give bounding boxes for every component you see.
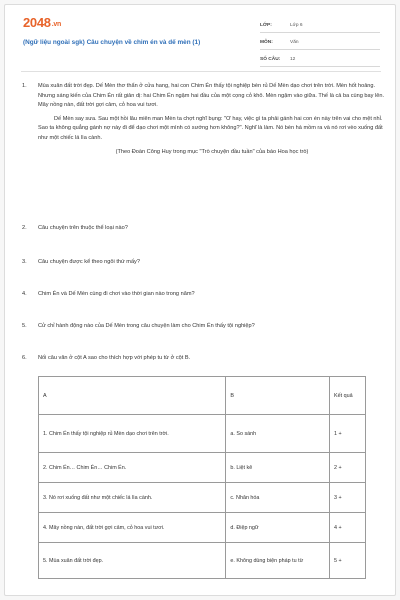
logo-tld: .vn (51, 21, 61, 28)
column-header-b: B (226, 377, 330, 415)
cell-a: 1. Chim Én thấy tội nghiệp rủ Mèn dạo chơi trên trời. (39, 415, 226, 453)
question-text: Câu chuyện được kể theo ngôi thứ mấy? (38, 259, 140, 265)
cell-a: 5. Mùa xuân đất trời đẹp. (39, 543, 226, 579)
cell-b: a. So sánh (226, 415, 330, 453)
header-divider (21, 71, 381, 72)
logo-text: 2048 (23, 15, 51, 30)
table-row (39, 513, 366, 543)
table-row (39, 543, 366, 579)
meta-row-class (260, 19, 380, 33)
meta-info (260, 19, 380, 70)
meta-label: LỚP: (260, 23, 272, 28)
cell-result: 2 + (330, 453, 366, 483)
table-row (39, 453, 366, 483)
table-header-row (39, 377, 366, 415)
cell-result: 5 + (330, 543, 366, 579)
meta-label: SỐ CÂU: (260, 57, 281, 62)
meta-label: MÔN: (260, 40, 273, 45)
cell-a: 3. Nó rơi xuống đất như một chiếc lá lìa cành. (39, 483, 226, 513)
meta-value: 12 (290, 57, 296, 62)
question-text: Câu chuyện trên thuộc thể loại nào? (38, 225, 128, 231)
cell-result: 4 + (330, 513, 366, 543)
meta-row-subject (260, 36, 380, 50)
cell-a: 2. Chim Én… Chim Én… Chim Én. (39, 453, 226, 483)
meta-row-count (260, 53, 380, 67)
meta-value: Văn (290, 40, 299, 45)
question-number: 3. (22, 259, 27, 265)
passage-source: (Theo Đoàn Công Huy trong mục "Trò chuyện đầu tuần" của báo Hoa học trò) (115, 148, 309, 155)
question-number: 2. (22, 225, 27, 231)
passage (38, 82, 386, 157)
question-text: Chim Én và Dế Mèn cùng đi chơi vào thời gian nào trong năm? (38, 291, 195, 297)
column-header-result: Kết quả (330, 377, 366, 415)
cell-b: b. Liệt kê (226, 453, 330, 483)
table-row (39, 483, 366, 513)
matching-table (38, 376, 366, 579)
document-title: (Ngữ liệu ngoài sgk) Câu chuyện về chim én và dế mèn (1) (23, 39, 201, 46)
column-header-a: A (39, 377, 226, 415)
site-logo[interactable] (23, 15, 61, 30)
question-text: Nối câu văn ở cột A sao cho thích hợp với phép tu từ ở cột B. (38, 355, 191, 361)
table-row (39, 415, 366, 453)
question-number: 1. (22, 83, 27, 89)
cell-a: 4. Mây nồng nàn, đất trời gợi cảm, cỏ hoa vui tươi. (39, 513, 226, 543)
cell-result: 3 + (330, 483, 366, 513)
cell-result: 1 + (330, 415, 366, 453)
question-number: 6. (22, 355, 27, 361)
passage-paragraph-1: Mùa xuân đất trời đẹp. Dế Mèn thơ thẩn ở cửa hang, hai con Chim Én thấy tội nghiệp bèn rủ Dế Mèn dạo chơi trên trời. Mèn hốt hoảng. Nhưng sáng kiến của Chim Én rất giản dị: hai Chim Én ngậm hai đầu của một cọng cỏ khô. Mèn ngậm vào giữa. Thế là cả ba cùng bay lên. Mây nồng nàn, đất trời gợi cảm, cỏ hoa vui tươi. (38, 83, 385, 109)
meta-value: Lớp 6 (290, 23, 303, 28)
cell-b: d. Điệp ngữ (226, 513, 330, 543)
cell-b: e. Không dùng biện pháp tu từ (226, 543, 330, 579)
question-text: Cử chỉ hành động nào của Dế Mèn trong câu chuyện làm cho Chim Én thấy tội nghiệp? (38, 323, 255, 329)
cell-b: c. Nhân hóa (226, 483, 330, 513)
passage-paragraph-2: Dế Mèn say sưa. Sau một hồi lâu miên man Mèn ta chợt nghĩ bụng: "Ơ hay, việc gì ta phải gánh hai con én này trên vai cho mệt nhỉ. Sao ta không quẳng gánh nợ này đi để dạo chơi một mình có sướng hơn không?". Nghĩ là làm. Nó bèn há mồm ra và nó rơi vèo xuống đất như một chiếc lá lìa cành. (38, 115, 383, 141)
question-number: 4. (22, 291, 27, 297)
question-number: 5. (22, 323, 27, 329)
